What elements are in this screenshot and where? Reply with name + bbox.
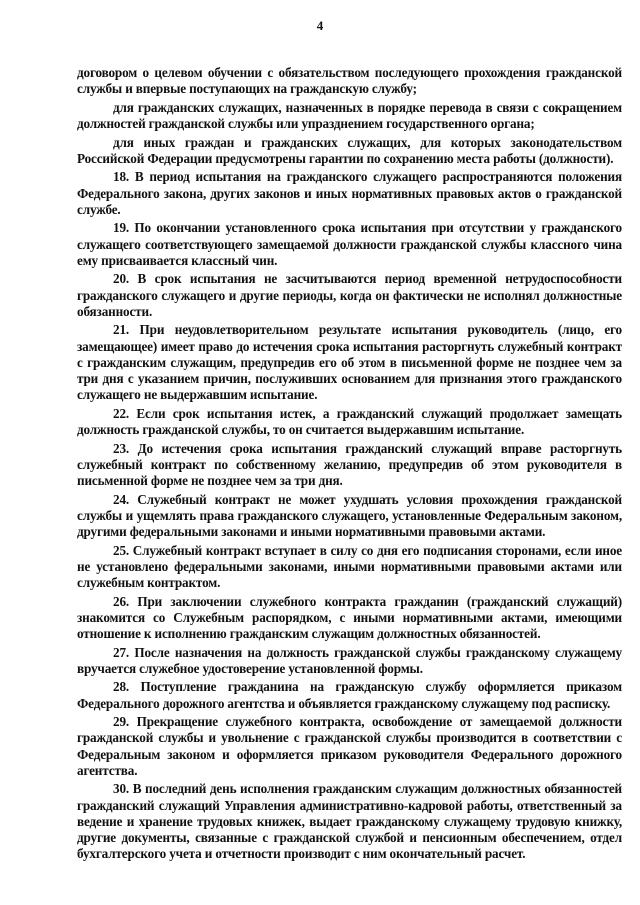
document-body: [77, 65, 622, 865]
paragraph-26: 26. При заключении служебного контракта гражданин (гражданский служащий) знакомится со Служебным распорядком, с иными нормативными актами, имеющими отношение к исполнению гражданским служащим должностных обязанностей.: [77, 593, 622, 641]
paragraph-23: 23. До истечения срока испытания гражданский служащий вправе расторгнуть служебный контракт по собственному желанию, предупредив об этом руководителя в письменной форме не позднее чем за три дня.: [77, 440, 622, 488]
paragraph-civil-servants-transfer: для гражданских служащих, назначенных в порядке перевода в связи с сокращением должностей гражданской службы или упразднением государственного органа;: [77, 99, 622, 131]
paragraph-28: 28. Поступление гражданина на гражданскую службу оформляется приказом Федерального дорожного агентства и объявляется гражданскому служащему под расписку.: [77, 679, 622, 711]
page-number: 4: [316, 18, 324, 33]
paragraph-19: 19. По окончании установленного срока испытания при отсутствии у гражданского служащего соответствующего замещаемой должности гражданской службы классного чина ему присваивается классный чин.: [77, 220, 622, 268]
paragraph-30: 30. В последний день исполнения гражданским служащим должностных обязанностей гражданский служащий Управления административно-кадровой работы, ответственный за ведение и хранение трудовых книжек, выдает гражданскому служащему трудовую книжку, другие документы, связанные с гражданской службой и пенсионным обеспечением, отдел бухгалтерского учета и отчетности производит с ним окончательный расчет.: [77, 781, 622, 862]
paragraph-20: 20. В срок испытания не засчитываются период временной нетрудоспособности гражданского служащего и другие периоды, когда он фактически не исполнял должностные обязанности.: [77, 271, 622, 319]
paragraph-18: 18. В период испытания на гражданского служащего распространяются положения Федерального закона, других законов и иных нормативных правовых актов о гражданской службе.: [77, 169, 622, 217]
paragraph-25: 25. Служебный контракт вступает в силу со дня его подписания сторонами, если иное не установлено федеральными законами, иными нормативными правовыми актами или служебным контрактом.: [77, 542, 622, 590]
paragraph-27: 27. После назначения на должность гражданской службы гражданскому служащему вручается служебное удостоверение установленной формы.: [77, 644, 622, 676]
paragraph-other-citizens: для иных граждан и гражданских служащих, для которых законодательством Российской Федерации предусмотрены гарантии по сохранению места работы (должности).: [77, 134, 622, 166]
paragraph-continuation: договором о целевом обучении с обязательством последующего прохождения гражданской службы и впервые поступающих на гражданскую службу;: [77, 65, 622, 97]
paragraph-24: 24. Служебный контракт не может ухудшать условия прохождения гражданской службы и ущемлять права гражданского служащего, установленные Федеральным законом, другими федеральными законами и иными нормативными правовыми актами.: [77, 491, 622, 539]
paragraph-22: 22. Если срок испытания истек, а гражданский служащий продолжает замещать должность гражданской службы, то он считается выдержавшим испытание.: [77, 405, 622, 437]
paragraph-21: 21. При неудовлетворительном результате испытания руководитель (лицо, его замещающее) имеет право до истечения срока испытания расторгнуть служебный контракт с гражданским служащим, предупредив его об этом в письменной форме не позднее чем за три дня с указанием причин, послуживших основанием для признания этого гражданского служащего не выдержавшим испытание.: [77, 322, 622, 403]
paragraph-29: 29. Прекращение служебного контракта, освобождение от замещаемой должности гражданской службы и увольнение с гражданской службы производится в соответствии с Федеральным законом и оформляется приказом руководителя Федерального дорожного агентства.: [77, 714, 622, 778]
